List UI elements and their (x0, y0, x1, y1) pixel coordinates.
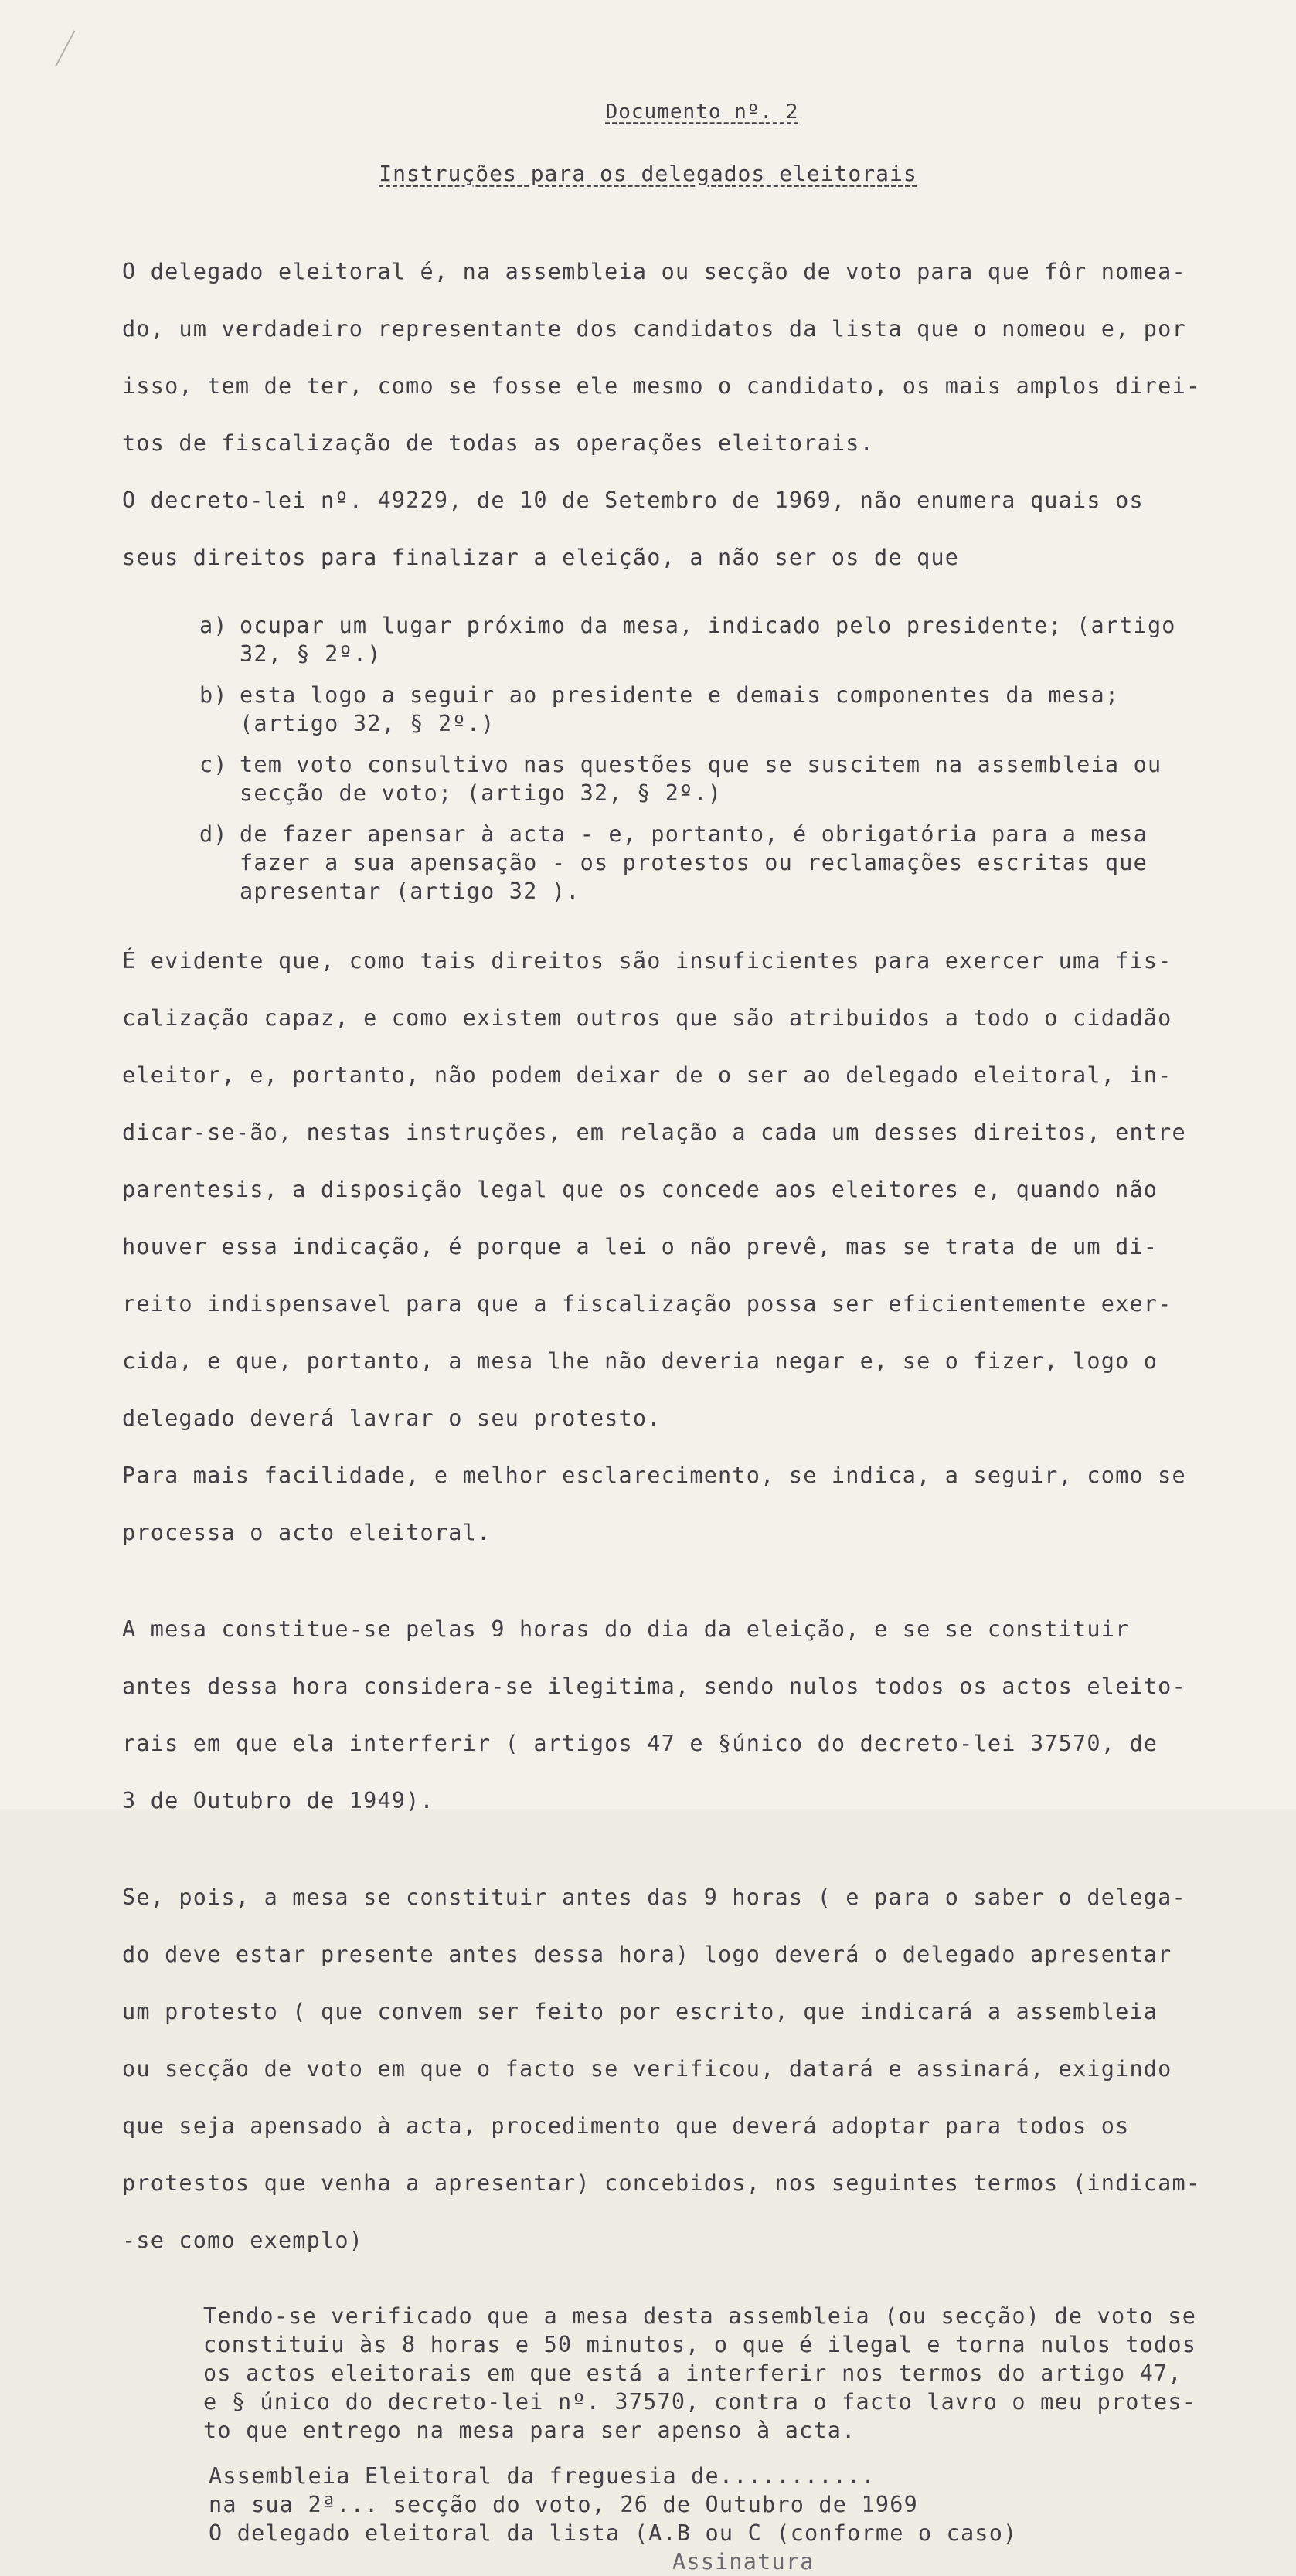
mesa-paragraph (122, 1586, 1258, 1844)
text-line: -se como exemplo) (122, 2228, 364, 2253)
text-line: O decreto-lei nº. 49229, de 10 de Setembro de 1969, não enumera quais os (122, 488, 1144, 513)
text-line: do deve estar presente antes dessa hora) logo deverá o delegado apresentar (122, 1942, 1172, 1967)
text-line: seus direitos para finalizar a eleição, a não ser os de que (122, 545, 960, 570)
intro-paragraph (122, 229, 1258, 600)
pencil-mark (55, 30, 90, 74)
text-line: isso, tem de ter, como se fosse ele mesmo o candidato, os mais amplos direi- (122, 373, 1201, 399)
text-line: tos de fiscalização de todas as operações eleitorais. (122, 430, 874, 456)
text-line: O delegado eleitoral é, na assembleia ou secção de voto para que fôr nomea- (122, 259, 1186, 284)
text-line: 32, § 2º.) (240, 641, 382, 667)
text-line: 3 de Outubro de 1949). (122, 1788, 434, 1813)
text-line: Se, pois, a mesa se constituir antes das 9 horas ( e para o saber o delega- (122, 1884, 1186, 1910)
text-line: apresentar (artigo 32 ). (240, 878, 580, 904)
text-line: A mesa constitue-se pelas 9 horas do dia da eleição, e se se constituir (122, 1616, 1130, 1642)
protest-paragraph (122, 1854, 1258, 2283)
text-line: (artigo 32, § 2º.) (240, 711, 495, 736)
text-line: os actos eleitorais em que está a interferir nos termos do artigo 47, (203, 2360, 1182, 2386)
text-line: to que entrego na mesa para ser apenso à acta. (203, 2418, 856, 2443)
text-line: fazer a sua apensação - os protestos ou reclamações escritas que (240, 850, 1148, 875)
text-line: reito indispensavel para que a fiscalização possa ser eficientemente exer- (122, 1291, 1172, 1317)
text-line: que seja apensado à acta, procedimento que deverá adoptar para todos os (122, 2113, 1130, 2139)
document-title: Instruções para os delegados eleitorais (379, 161, 917, 186)
text-line: processa o acto eleitoral. (122, 1520, 492, 1545)
rights-paragraph (122, 918, 1258, 1575)
list-item-text (240, 611, 1258, 668)
text-line: calização capaz, e como existem outros que são atribuidos a todo o cidadão (122, 1005, 1172, 1031)
list-item (199, 611, 1258, 668)
text-line: antes dessa hora considera-se ilegitima, sendo nulos todos os actos eleito- (122, 1674, 1186, 1699)
text-line: Assembleia Eleitoral da freguesia de........... (209, 2463, 876, 2489)
text-line: dicar-se-ão, nestas instruções, em relação a cada um desses direitos, entre (122, 1120, 1186, 1145)
text-line: na sua 2ª... secção do voto, 26 de Outubro de 1969 (209, 2492, 918, 2517)
text-line: um protesto ( que convem ser feito por escrito, que indicará a assembleia (122, 1999, 1158, 2024)
list-item (199, 820, 1258, 906)
text-line: constituiu às 8 horas e 50 minutos, o que é ilegal e torna nulos todos (203, 2332, 1197, 2357)
list-marker: d) (199, 821, 228, 847)
list-marker: b) (199, 682, 228, 708)
list-item-text (240, 820, 1258, 906)
list-item (199, 681, 1258, 738)
list-item (199, 750, 1258, 807)
text-line: ocupar um lugar próximo da mesa, indicado pelo presidente; (artigo (240, 613, 1176, 638)
text-line: parentesis, a disposição legal que os concede aos eleitores e, quando não (122, 1177, 1158, 1202)
text-line: Para mais facilidade, e melhor esclarecimento, se indica, a seguir, como se (122, 1463, 1186, 1488)
list-item-text (240, 750, 1258, 807)
protest-example (203, 2302, 1258, 2445)
text-line: delegado deverá lavrar o seu protesto. (122, 1405, 662, 1431)
document-body (122, 229, 1258, 2576)
text-line: esta logo a seguir ao presidente e demais componentes da mesa; (240, 682, 1120, 708)
text-line: tem voto consultivo nas questões que se suscitem na assembleia ou (240, 752, 1162, 777)
text-line: e § único do decreto-lei nº. 37570, contra o facto lavro o meu protes- (203, 2389, 1197, 2415)
text-line: secção de voto; (artigo 32, § 2º.) (240, 780, 723, 806)
signature-label: Assinatura (672, 2549, 815, 2574)
text-line: do, um verdadeiro representante dos candidatos da lista que o nomeou e, por (122, 316, 1186, 342)
text-line: ou secção de voto em que o facto se verificou, datará e assinará, exigindo (122, 2056, 1172, 2082)
list-item-text (240, 681, 1258, 738)
text-line: protestos que venha a apresentar) concebidos, nos seguintes termos (indicam- (122, 2170, 1201, 2196)
text-line: houver essa indicação, é porque a lei o não prevê, mas se trata de um di- (122, 1234, 1158, 1259)
text-line: O delegado eleitoral da lista (A.B ou C (conforme o caso) (209, 2520, 1018, 2546)
document-number: Documento nº. 2 (605, 100, 799, 124)
text-line: É evidente que, como tais direitos são insuficientes para exercer uma fis- (122, 948, 1172, 974)
text-line: Tendo-se verificado que a mesa desta assembleia (ou secção) de voto se (203, 2303, 1197, 2329)
text-line: cida, e que, portanto, a mesa lhe não deveria negar e, se o fizer, logo o (122, 1348, 1158, 1374)
signature-block (209, 2462, 1258, 2576)
text-line: eleitor, e, portanto, não podem deixar de o ser ao delegado eleitoral, in- (122, 1062, 1172, 1088)
list-marker: a) (199, 613, 228, 638)
text-line: de fazer apensar à acta - e, portanto, é obrigatória para a mesa (240, 821, 1148, 847)
list-marker: c) (199, 752, 228, 777)
text-line: rais em que ela interferir ( artigos 47 e §único do decreto-lei 37570, de (122, 1731, 1158, 1756)
